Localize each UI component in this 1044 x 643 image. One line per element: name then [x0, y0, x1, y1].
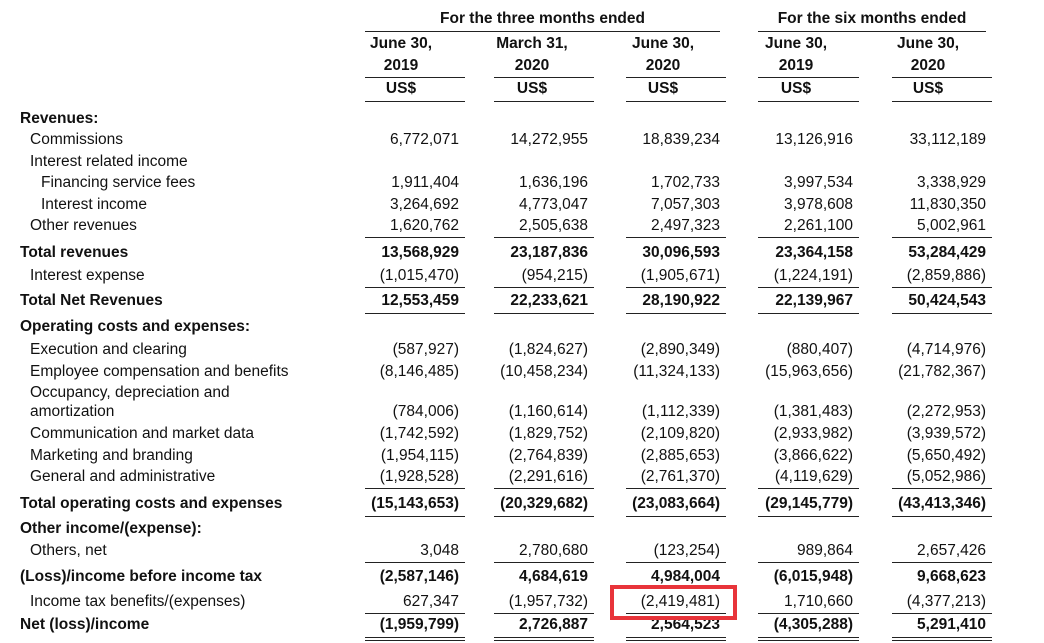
- subtotal-underline: [892, 613, 992, 614]
- subtotal-underline: [758, 562, 859, 563]
- group-header-three-months: For the three months ended: [440, 10, 645, 27]
- total-underline: [758, 313, 859, 314]
- row-label: Marketing and branding: [30, 447, 193, 464]
- subtotal-underline: [758, 488, 859, 489]
- cell-value: (784,006): [392, 403, 459, 420]
- cell-value: 22,233,621: [510, 292, 588, 309]
- subtotal-underline: [365, 562, 465, 563]
- cell-value: 2,657,426: [917, 542, 986, 559]
- cell-value: (29,145,779): [765, 495, 853, 512]
- cell-value: 3,997,534: [784, 174, 853, 191]
- subtotal-underline: [494, 287, 594, 288]
- cell-value: (3,866,622): [773, 447, 853, 464]
- subtotal-underline: [758, 613, 859, 614]
- cell-value: (1,112,339): [641, 403, 720, 420]
- row-label: Interest income: [41, 196, 147, 213]
- cell-value: (2,890,349): [640, 341, 720, 358]
- row-label: Employee compensation and benefits: [30, 363, 289, 380]
- row-label: Other revenues: [30, 217, 137, 234]
- cell-value: 2,780,680: [519, 542, 588, 559]
- cell-value: 5,291,410: [917, 616, 986, 633]
- total-underline: [892, 516, 992, 517]
- cell-value: (10,458,234): [500, 363, 588, 380]
- row-label: amortization: [30, 403, 115, 420]
- subtotal-underline: [892, 562, 992, 563]
- cell-value: 28,190,922: [642, 292, 720, 309]
- cell-value: 50,424,543: [908, 292, 986, 309]
- net-income-double-underline: [494, 637, 594, 641]
- cell-value: (20,329,682): [500, 495, 588, 512]
- net-income-double-underline: [626, 637, 726, 641]
- subtotal-underline: [494, 488, 594, 489]
- cell-value: (11,324,133): [633, 363, 720, 380]
- cell-value: (23,083,664): [632, 495, 720, 512]
- subtotal-underline: [758, 287, 859, 288]
- cell-value: (2,764,839): [508, 447, 588, 464]
- cell-value: 14,272,955: [510, 131, 588, 148]
- subtotal-underline: [626, 287, 726, 288]
- cell-value: (8,146,485): [379, 363, 459, 380]
- row-label: Financing service fees: [41, 174, 196, 191]
- cell-value: 23,364,158: [775, 244, 853, 261]
- cell-value: 9,668,623: [917, 568, 986, 585]
- column-header-year: 2020: [910, 57, 946, 74]
- column-header-date: June 30,: [369, 35, 433, 52]
- row-label: Commissions: [30, 131, 124, 148]
- row-label: (Loss)/income before income tax: [20, 568, 263, 585]
- column-header-year: 2019: [383, 57, 419, 74]
- cell-value: (1,959,799): [379, 616, 459, 633]
- total-underline: [365, 313, 465, 314]
- total-underline: [758, 516, 859, 517]
- row-label: Total revenues: [20, 244, 129, 261]
- subtotal-underline: [626, 562, 726, 563]
- cell-value: 23,187,836: [510, 244, 588, 261]
- cell-value: (3,939,572): [906, 425, 986, 442]
- row-label: Total Net Revenues: [20, 292, 163, 309]
- group-header-six-months: For the six months ended: [777, 10, 967, 27]
- row-label: Revenues:: [20, 110, 99, 127]
- cell-value: 1,620,762: [390, 217, 459, 234]
- cell-value: 11,830,350: [909, 196, 986, 213]
- total-underline: [892, 313, 992, 314]
- cell-value: 33,112,189: [909, 131, 986, 148]
- cell-value: 18,839,234: [642, 131, 720, 148]
- column-header-currency: US$: [385, 80, 417, 97]
- cell-value: (4,305,288): [773, 616, 853, 633]
- total-underline: [494, 313, 594, 314]
- cell-value: 2,726,887: [519, 616, 588, 633]
- row-label: General and administrative: [30, 468, 216, 485]
- subtotal-underline: [494, 562, 594, 563]
- row-label: Other income/(expense):: [20, 520, 202, 537]
- cell-value: (1,824,627): [508, 341, 588, 358]
- subtotal-underline: [365, 488, 465, 489]
- column-header-currency: US$: [516, 80, 548, 97]
- cell-value: 1,911,404: [391, 174, 459, 191]
- column-header-year: 2020: [645, 57, 681, 74]
- column-header-date: March 31,: [496, 35, 568, 52]
- column-header-date: June 30,: [764, 35, 828, 52]
- subtotal-underline: [626, 237, 726, 238]
- column-header-underline: [626, 101, 726, 102]
- column-header-underline: [494, 101, 594, 102]
- column-header-underline: [494, 77, 594, 78]
- cell-value: (2,272,953): [906, 403, 986, 420]
- column-header-underline: [758, 101, 859, 102]
- cell-value: (1,928,528): [379, 468, 459, 485]
- column-header-date: June 30,: [896, 35, 960, 52]
- column-header-underline: [365, 101, 465, 102]
- subtotal-underline: [365, 287, 465, 288]
- column-header-underline: [892, 101, 992, 102]
- cell-value: (4,714,976): [906, 341, 986, 358]
- cell-value: 1,636,196: [519, 174, 588, 191]
- cell-value: (2,933,982): [773, 425, 853, 442]
- group-header-underline: [365, 31, 720, 32]
- column-header-year: 2019: [778, 57, 814, 74]
- subtotal-underline: [365, 613, 465, 614]
- subtotal-underline: [892, 237, 992, 238]
- cell-value: (2,291,616): [508, 468, 588, 485]
- column-header-underline: [758, 77, 859, 78]
- cell-value: (4,119,629): [774, 468, 853, 485]
- cell-value: (880,407): [786, 341, 853, 358]
- cell-value: (587,927): [392, 341, 459, 358]
- cell-value: (5,650,492): [906, 447, 986, 464]
- cell-value: (6,015,948): [773, 568, 853, 585]
- row-label: Net (loss)/income: [20, 616, 150, 633]
- row-label: Communication and market data: [30, 425, 255, 442]
- cell-value: (1,905,671): [640, 267, 720, 284]
- cell-value: (2,419,481): [640, 593, 720, 610]
- cell-value: 3,048: [420, 542, 459, 559]
- cell-value: 7,057,303: [651, 196, 720, 213]
- cell-value: (2,859,886): [906, 267, 986, 284]
- column-header-year: 2020: [514, 57, 550, 74]
- cell-value: 1,702,733: [651, 174, 720, 191]
- subtotal-underline: [494, 237, 594, 238]
- row-label: Income tax benefits/(expenses): [30, 593, 246, 610]
- row-label: Total operating costs and expenses: [20, 495, 283, 512]
- cell-value: (1,954,115): [380, 447, 459, 464]
- net-income-double-underline: [365, 637, 465, 641]
- subtotal-underline: [626, 488, 726, 489]
- cell-value: (954,215): [521, 267, 588, 284]
- cell-value: 6,772,071: [390, 131, 459, 148]
- row-label: Operating costs and expenses:: [20, 318, 250, 335]
- row-label: Occupancy, depreciation and: [30, 384, 230, 401]
- net-income-double-underline: [892, 637, 992, 641]
- cell-value: (5,052,986): [906, 468, 986, 485]
- cell-value: (2,761,370): [640, 468, 720, 485]
- cell-value: (2,587,146): [379, 568, 459, 585]
- total-underline: [626, 516, 726, 517]
- cell-value: 3,338,929: [917, 174, 986, 191]
- cell-value: 989,864: [796, 542, 853, 559]
- cell-value: (43,413,346): [898, 495, 986, 512]
- cell-value: 4,773,047: [519, 196, 588, 213]
- cell-value: (1,224,191): [773, 267, 853, 284]
- total-underline: [365, 516, 465, 517]
- cell-value: (1,381,483): [773, 403, 853, 420]
- total-underline: [626, 313, 726, 314]
- subtotal-underline: [758, 237, 859, 238]
- cell-value: (1,829,752): [508, 425, 588, 442]
- cell-value: 2,564,523: [651, 616, 720, 633]
- cell-value: (1,957,732): [508, 593, 588, 610]
- net-income-double-underline: [758, 637, 859, 641]
- row-label: Execution and clearing: [30, 341, 187, 358]
- cell-value: 13,568,929: [381, 244, 459, 261]
- subtotal-underline: [892, 488, 992, 489]
- row-label: Interest expense: [30, 267, 145, 284]
- cell-value: 4,684,619: [519, 568, 588, 585]
- cell-value: (2,109,820): [640, 425, 720, 442]
- cell-value: 13,126,916: [775, 131, 853, 148]
- cell-value: (1,742,592): [379, 425, 459, 442]
- cell-value: (15,963,656): [765, 363, 853, 380]
- cell-value: 3,978,608: [784, 196, 853, 213]
- column-header-currency: US$: [912, 80, 944, 97]
- row-label: Interest related income: [30, 153, 188, 170]
- cell-value: 5,002,961: [917, 217, 986, 234]
- row-label: Others, net: [30, 542, 107, 559]
- cell-value: 2,261,100: [784, 217, 853, 234]
- cell-value: 30,096,593: [642, 244, 720, 261]
- cell-value: (1,160,614): [508, 403, 588, 420]
- cell-value: 1,710,660: [784, 593, 853, 610]
- subtotal-underline: [892, 287, 992, 288]
- cell-value: 12,553,459: [381, 292, 459, 309]
- column-header-date: June 30,: [631, 35, 695, 52]
- subtotal-underline: [494, 613, 594, 614]
- column-header-underline: [626, 77, 726, 78]
- cell-value: (1,015,470): [379, 267, 459, 284]
- subtotal-underline: [365, 237, 465, 238]
- column-header-currency: US$: [780, 80, 812, 97]
- cell-value: 2,497,323: [651, 217, 720, 234]
- total-underline: [494, 516, 594, 517]
- cell-value: (4,377,213): [906, 593, 986, 610]
- column-header-underline: [365, 77, 465, 78]
- highlight-box: [610, 585, 737, 620]
- cell-value: 22,139,967: [775, 292, 853, 309]
- cell-value: 627,347: [402, 593, 459, 610]
- cell-value: 53,284,429: [908, 244, 986, 261]
- column-header-currency: US$: [647, 80, 679, 97]
- cell-value: 2,505,638: [519, 217, 588, 234]
- cell-value: 4,984,004: [651, 568, 720, 585]
- cell-value: (21,782,367): [898, 363, 986, 380]
- column-header-underline: [892, 77, 992, 78]
- cell-value: (2,885,653): [640, 447, 720, 464]
- cell-value: (123,254): [653, 542, 720, 559]
- cell-value: (15,143,653): [371, 495, 459, 512]
- group-header-underline: [758, 31, 986, 32]
- cell-value: 3,264,692: [390, 196, 459, 213]
